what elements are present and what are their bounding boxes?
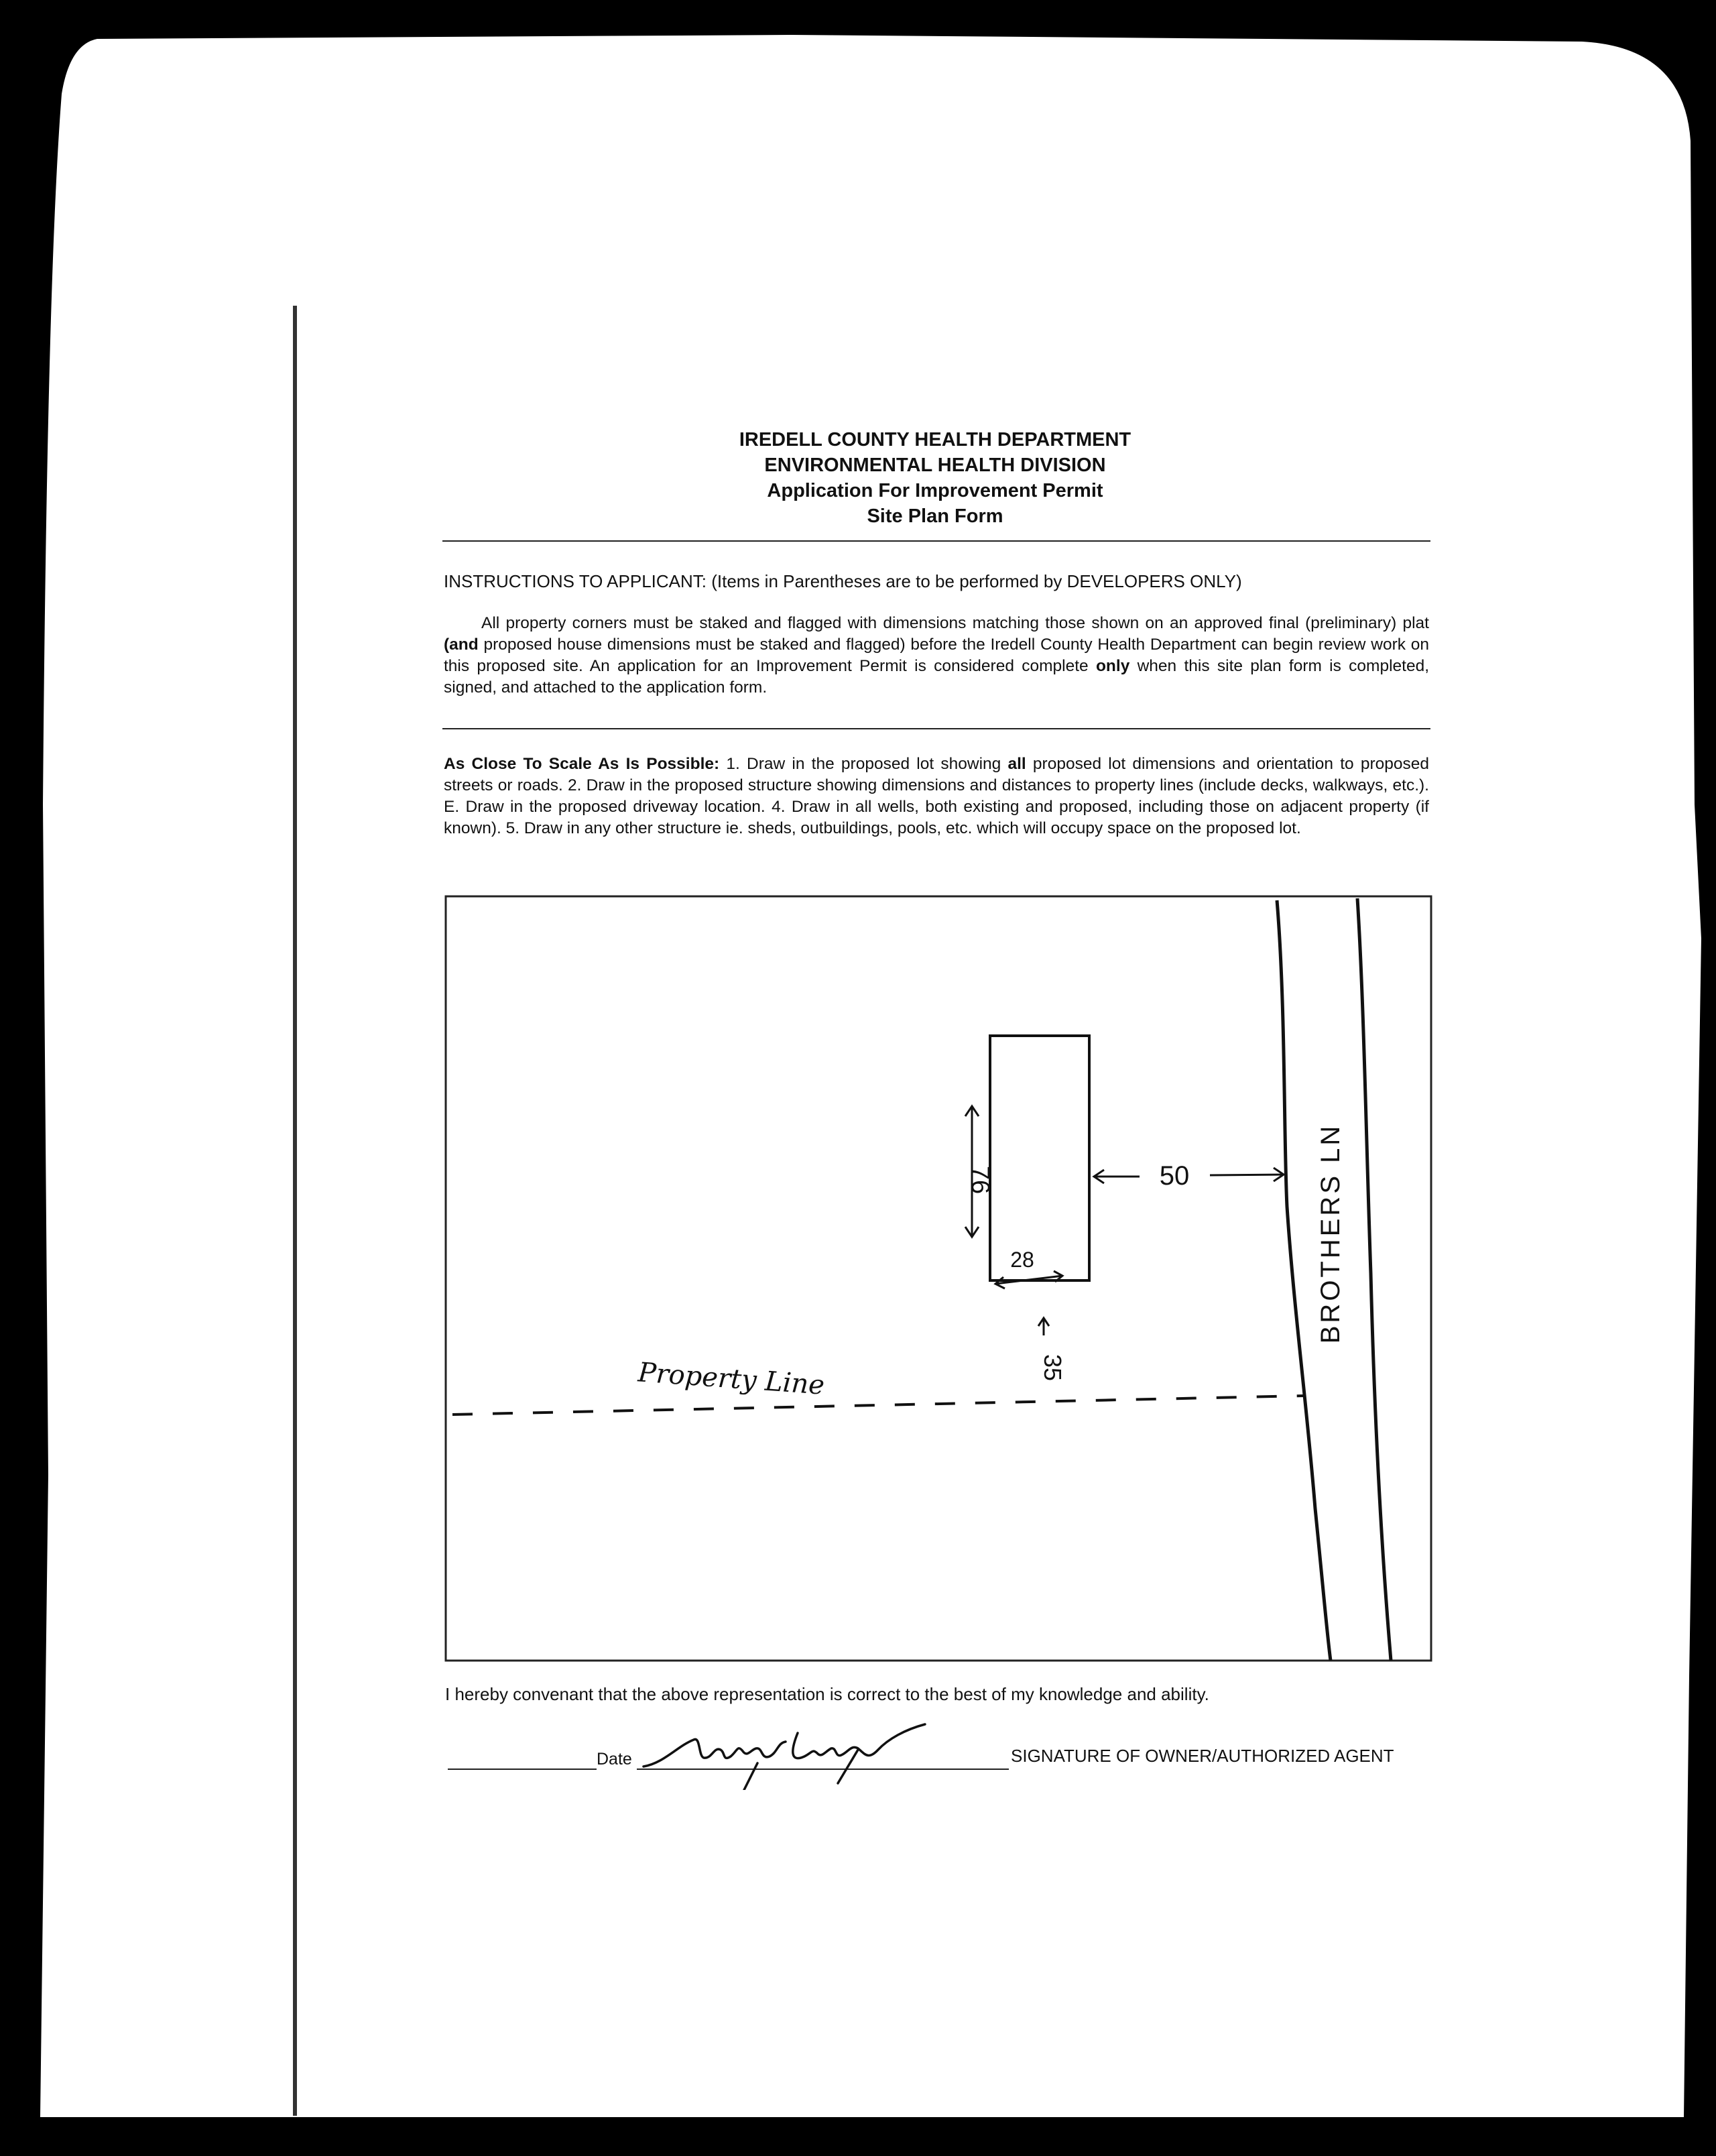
proposed-house — [990, 1036, 1089, 1280]
handwritten-signature — [637, 1710, 959, 1790]
form-name: Site Plan Form — [867, 505, 1003, 527]
house-length-label: 76 — [966, 1165, 994, 1195]
property-setback-label: 35 — [1039, 1354, 1066, 1382]
signature-label: SIGNATURE OF OWNER/AUTHORIZED AGENT — [1011, 1746, 1394, 1766]
instructions-text-2: proposed house dimensions must be staked and flagged) before the Iredell County Health Department can begin review work on this proposed site. An application for an Improvement Permit is considered complete — [444, 636, 1429, 675]
scale-instructions-bold-all: all — [1007, 755, 1026, 773]
date-line — [448, 1769, 597, 1770]
date-label: Date — [597, 1750, 632, 1769]
road-name-label: BROTHERS LN — [1316, 1123, 1345, 1344]
house-width-label: 28 — [1010, 1248, 1034, 1272]
scale-instructions-lead: As Close To Scale As Is Possible: — [444, 755, 720, 773]
property-line-label: Property Line — [637, 1357, 826, 1401]
scale-instructions-text-b: proposed lot dimensions and orientation to proposed streets or roads. 2. Draw in the proposed structure showing dimensions and distances to property lines (include decks, walkways, etc.). E. Draw in the proposed driveway location. 4. Draw in all wells, both existing and proposed, including those on adjacent property (if known). 5. Draw in any other structure ie. sheds, outbuildings, pools, etc. which will occupy space on the proposed lot. — [444, 755, 1429, 837]
department-title: IREDELL COUNTY HEALTH DEPARTMENT — [739, 429, 1131, 451]
scale-instructions-text-a: 1. Draw in the proposed lot showing — [719, 755, 1008, 773]
property-line — [452, 1396, 1304, 1415]
instructions-bold-and: (and — [444, 636, 479, 654]
form-purpose: Application For Improvement Permit — [767, 480, 1103, 501]
instructions-text-1: All property corners must be staked and flagged with dimensions matching those shown on an approved final (preliminary) plat — [481, 614, 1429, 632]
road-edge-right — [1357, 898, 1391, 1661]
division-title: ENVIRONMENTAL HEALTH DIVISION — [764, 455, 1106, 476]
certification-statement: I hereby convenant that the above representation is correct to the best of my knowledge and ability. — [445, 1684, 1209, 1704]
instructions-text-3: when this site plan form is completed, signed, and attached to the application form. — [444, 657, 1430, 697]
road-setback-label: 50 — [1159, 1161, 1190, 1191]
instructions-title: INSTRUCTIONS TO APPLICANT: (Items in Parentheses are to be performed by DEVELOPERS ONLY) — [444, 571, 1242, 591]
instructions-bold-only: only — [1095, 657, 1130, 675]
